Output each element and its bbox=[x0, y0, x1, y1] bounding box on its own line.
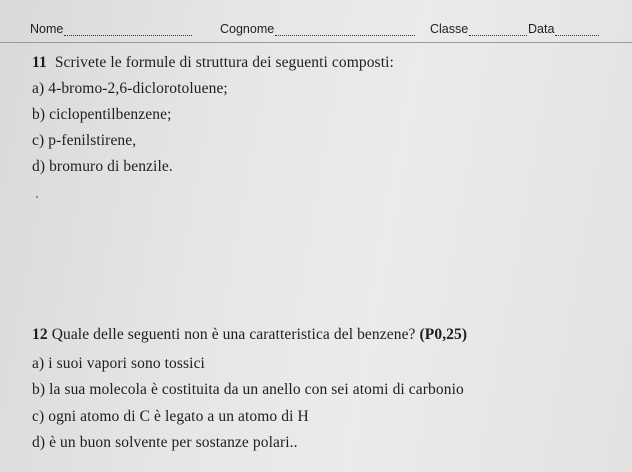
classe-blank[interactable] bbox=[469, 23, 527, 36]
nome-label: Nome bbox=[30, 22, 64, 36]
data-label: Data bbox=[528, 22, 555, 36]
cognome-label: Cognome bbox=[220, 22, 275, 36]
question-12-option-a: a) i suoi vapori sono tossici bbox=[32, 355, 205, 372]
student-info-header bbox=[30, 22, 630, 44]
classe-label: Classe bbox=[430, 22, 469, 36]
data-blank[interactable] bbox=[555, 23, 599, 36]
question-12-text: Quale delle seguenti non è una caratteristica del benzene? bbox=[51, 326, 416, 343]
nome-field bbox=[30, 22, 192, 36]
question-12-prompt bbox=[32, 326, 467, 344]
question-12-option-c: c) ogni atomo di C è legato a un atomo di H bbox=[32, 408, 309, 425]
header-divider bbox=[0, 42, 632, 43]
question-11-prompt bbox=[32, 54, 394, 72]
question-11-option-d: d) bromuro di benzile. bbox=[32, 158, 173, 175]
data-field bbox=[528, 22, 599, 36]
question-12-number: 12 bbox=[32, 326, 48, 343]
question-11-text: Scrivete le formule di struttura dei seguenti composti: bbox=[54, 54, 394, 71]
question-11-option-a: a) 4-bromo-2,6-diclorotoluene; bbox=[32, 80, 228, 97]
paper-speck bbox=[36, 196, 38, 198]
question-12-option-d: d) è un buon solvente per sostanze polari.. bbox=[32, 434, 298, 451]
question-11-option-b: b) ciclopentilbenzene; bbox=[32, 106, 172, 123]
question-12-points: (P0,25) bbox=[419, 326, 468, 343]
question-11-option-c: c) p-fenilstirene, bbox=[32, 132, 137, 149]
question-11-number: 11 bbox=[32, 54, 47, 71]
question-12-option-b: b) la sua molecola è costituita da un anello con sei atomi di carbonio bbox=[32, 381, 464, 398]
cognome-blank[interactable] bbox=[275, 23, 415, 36]
nome-blank[interactable] bbox=[64, 23, 192, 36]
classe-field bbox=[430, 22, 527, 36]
cognome-field bbox=[220, 22, 415, 36]
